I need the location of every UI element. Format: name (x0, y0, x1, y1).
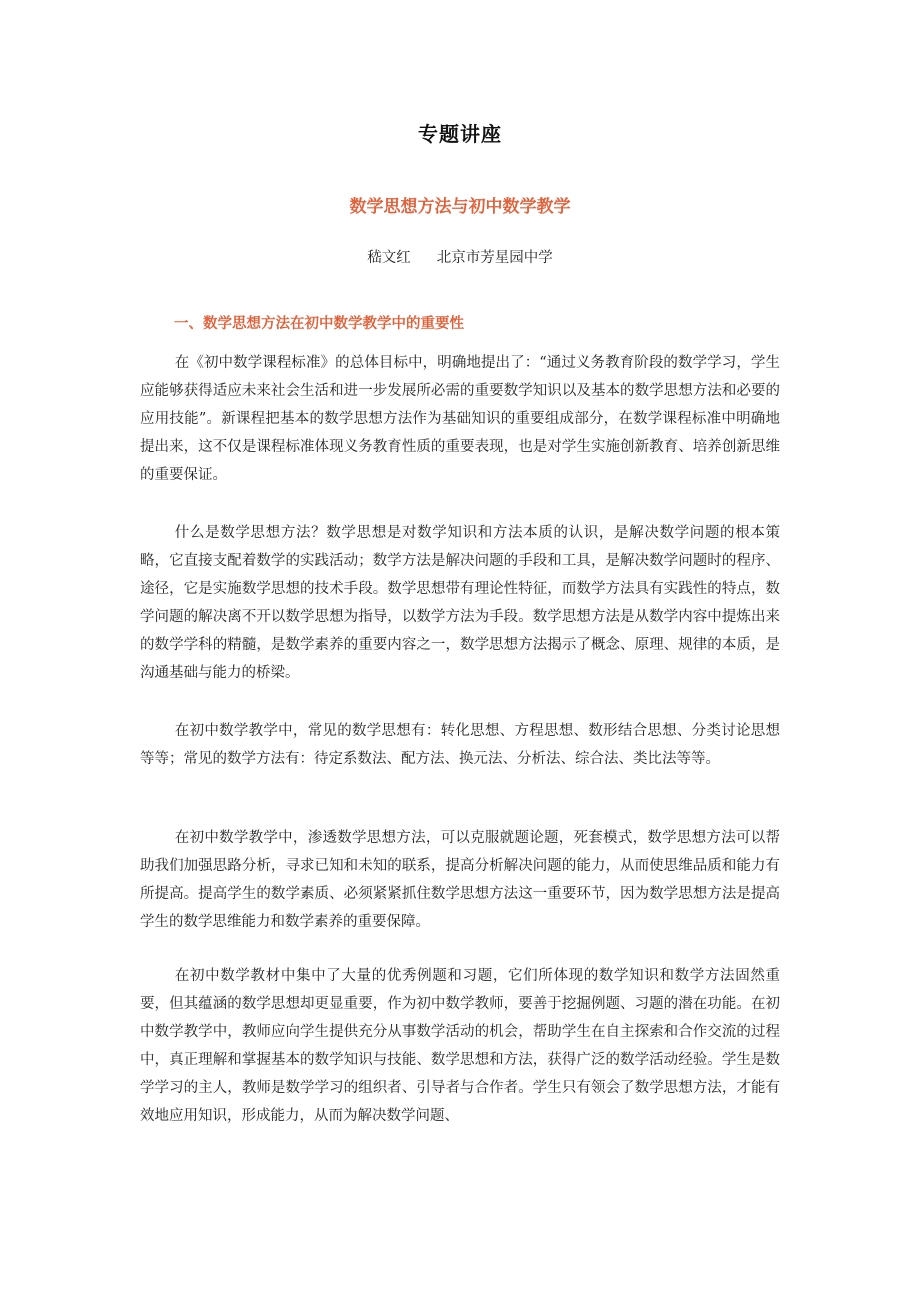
author-line (0, 246, 920, 267)
author-affiliation: 北京市芳星园中学 (436, 250, 553, 266)
document-title: 专题讲座 (418, 122, 502, 146)
author-name: 嵇文红 (367, 250, 411, 266)
paragraph-5: 在初中数学教材中集中了大量的优秀例题和习题，它们所体现的数学知识和数学方法固然重要，但其蕴涵的数学思想却更显重要，作为初中数学教师，要善于挖掘例题、习题的潜在功能。在初中数学教学中，教师应向学生提供充分从事数学活动的机会，帮助学生在自主探索和合作交流的过程中，真正理解和掌握基本的数学知识与技能、数学思想和方法，获得广泛的数学活动经验。学生是数学学习的主人，教师是数学学习的组织者、引导者与合作者。学生只有领会了数学思想方法，才能有效地应用知识，形成能力，从而为解决数学问题、 (140, 968, 780, 1124)
paragraph-2: 什么是数学思想方法？数学思想是对数学知识和方法本质的认识，是解决数学问题的根本策略，它直接支配着数学的实践活动；数学方法是解决问题的手段和工具，是解决数学问题时的程序、途径，它是实施数学思想的技术手段。数学思想带有理论性特征，而数学方法具有实践性的特点，数学问题的解决离不开以数学思想为指导，以数学方法为手段。数学思想方法是从数学内容中提炼出来的数学学科的精髓，是数学素养的重要内容之一，数学思想方法揭示了概念、原理、规律的本质，是沟通基础与能力的桥梁。 (140, 525, 780, 681)
paragraph-1: 在《初中数学课程标准》的总体目标中，明确地提出了：“通过义务教育阶段的数学学习，学生应能够获得适应未来社会生活和进一步发展所必需的重要数学知识以及基本的数学思想方法和必要的应用技能”。新课程把基本的数学思想方法作为基础知识的重要组成部分，在数学课程标准中明确地提出来，这不仅是课程标准体现义务教育性质的重要表现，也是对学生实施创新教育、培养创新思维的重要保证。 (140, 355, 780, 483)
paragraph-4: 在初中数学教学中，渗透数学思想方法，可以克服就题论题，死套模式，数学思想方法可以帮助我们加强思路分析，寻求已知和未知的联系，提高分析解决问题的能力，从而使思维品质和能力有所提高。提高学生的数学素质、必须紧紧抓住数学思想方法这一重要环节，因为数学思想方法是提高学生的数学思维能力和数学素养的重要保障。 (140, 830, 780, 930)
document-subtitle: 数学思想方法与初中数学教学 (349, 197, 571, 217)
paragraph-3: 在初中数学教学中，常见的数学思想有：转化思想、方程思想、数形结合思想、分类讨论思想等等；常见的数学方法有：待定系数法、配方法、换元法、分析法、综合法、类比法等等。 (140, 723, 780, 767)
section-heading: 一、数学思想方法在初中数学教学中的重要性 (174, 316, 464, 332)
